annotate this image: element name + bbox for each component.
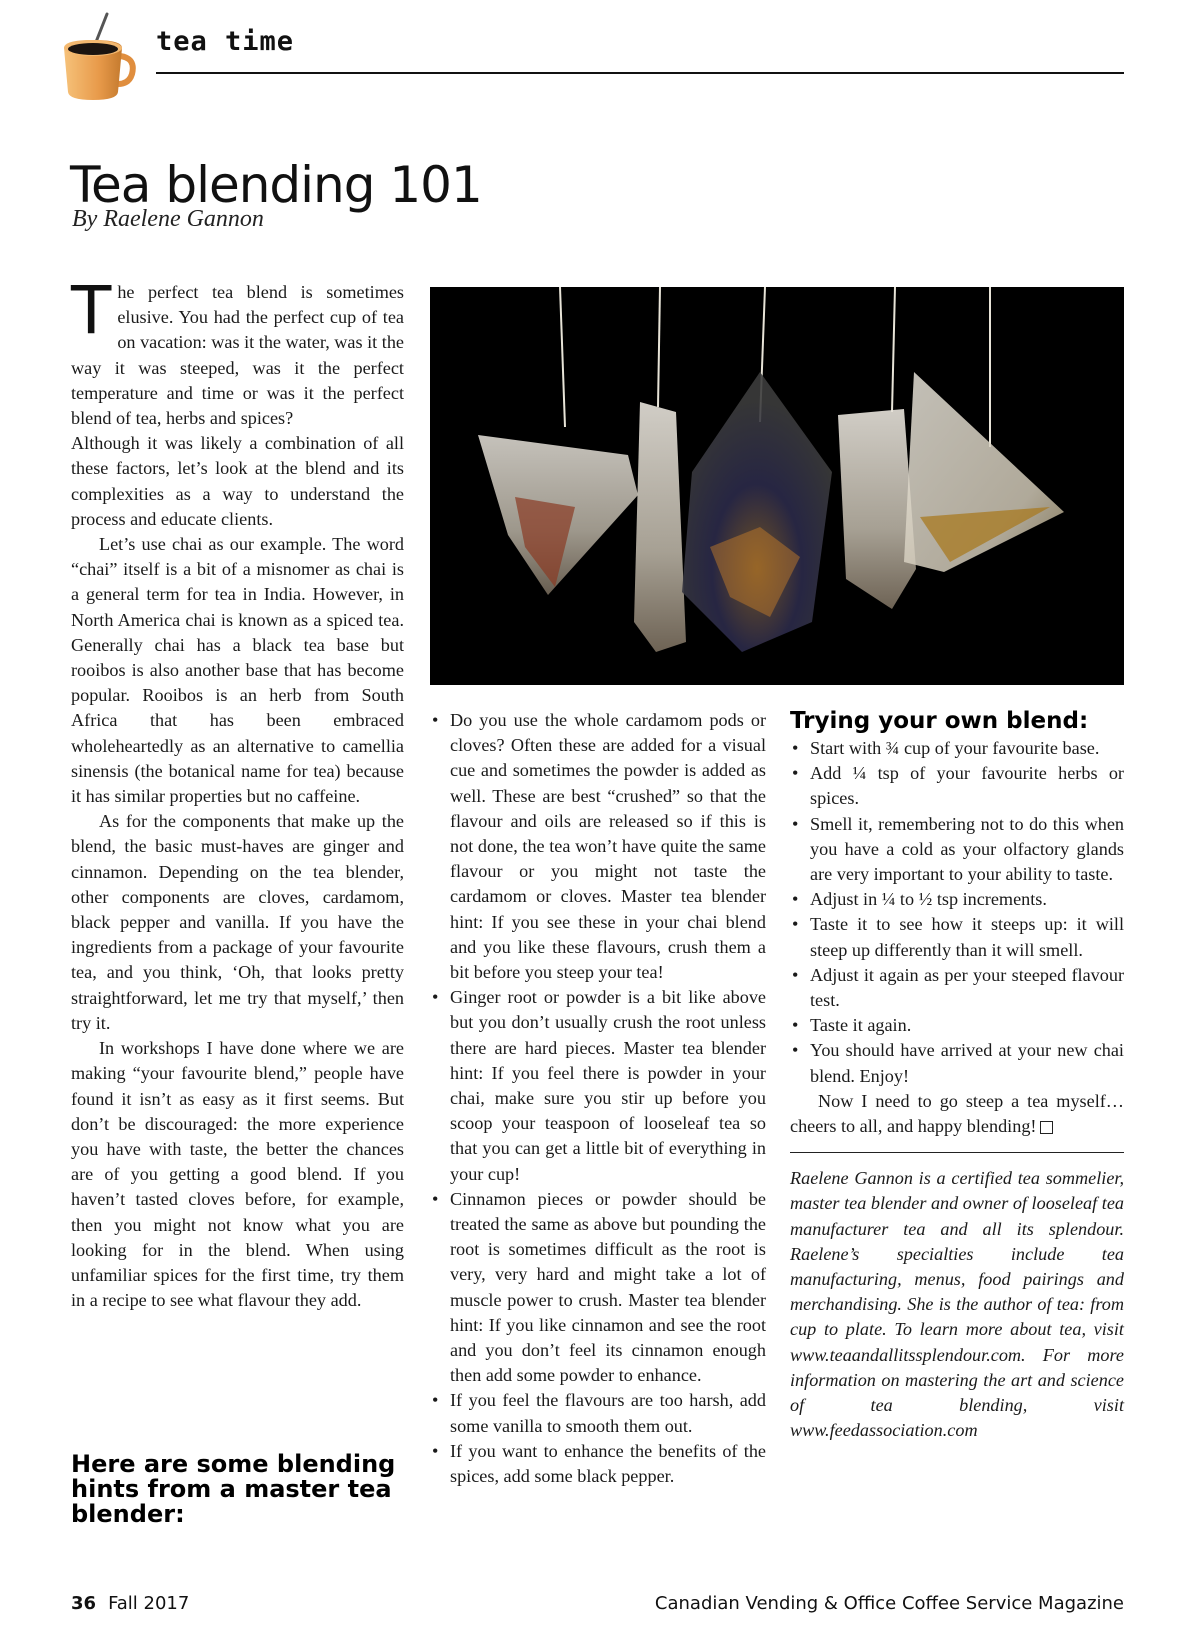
drop-cap: T bbox=[71, 272, 112, 349]
tea-bags-photo bbox=[430, 287, 1124, 685]
list-item: • If you feel the flavours are too harsh, add some vanilla to smooth them out. bbox=[430, 1388, 766, 1438]
section-label: tea time bbox=[156, 26, 295, 57]
list-item: • Smell it, remembering not to do this when you have a cold as your olfactory glands are very important to your ability to taste. bbox=[790, 812, 1124, 888]
list-item: • Ginger root or powder is a bit like above but you don’t usually crush the root unless there are hard pieces. Master tea blender hint: If you feel there is powder in your chai, make sure you stir up before you scoop your teaspoon of looseleaf tea so that you can get a little bit of everything in your cup! bbox=[430, 985, 766, 1187]
list-item: • Cinnamon pieces or powder should be treated the same as above but pounding the root is sometimes difficult as the root is very, very hard and might take a lot of muscle power to crush. Master tea blender hint: If you like cinnamon and see the root and you don’t feel its cinnamon enough then add some powder to enhance. bbox=[430, 1187, 766, 1389]
list-item: • Adjust in ¼ to ½ tsp increments. bbox=[790, 887, 1124, 912]
closing-line: Now I need to go steep a tea myself… cheers to all, and happy blending! bbox=[790, 1090, 1124, 1137]
hints-list bbox=[430, 708, 766, 1489]
issue-date: Fall 2017 bbox=[108, 1593, 190, 1614]
hints-heading: Here are some blending hints from a master tea blender: bbox=[71, 1450, 396, 1528]
byline: By Raelene Gannon bbox=[72, 206, 264, 232]
list-item: • Taste it again. bbox=[790, 1013, 1124, 1038]
list-item: • If you want to enhance the benefits of the spices, add some black pepper. bbox=[430, 1439, 766, 1489]
column-1 bbox=[71, 272, 404, 1313]
author-bio: Raelene Gannon is a certified tea sommelier, master tea blender and owner of looseleaf tea manufacturer tea and all its splendour. Raelene’s specialties include tea manufacturing, menus, food pairings and merchandising. She is the author of tea: from cup to plate. To learn more about tea, visit www.teaandallitssplendour.com. For more information on mastering the art and science of tea blending, visit www.feedassociation.com bbox=[790, 1168, 1124, 1441]
paragraph: In workshops I have done where we are making “your favourite blend,” people have found it isn’t as easy as it first seems. But don’t be discouraged: the more experience you have with taste, the better the chances are of you getting a good blend. If you haven’t tasted cloves before, for example, then you might not know what you are looking for in the blend. When using unfamiliar spices for the first time, try them in a recipe to see what flavour they add. bbox=[71, 1038, 404, 1311]
bio-rule bbox=[790, 1152, 1124, 1153]
list-item: • Add ¼ tsp of your favourite herbs or spices. bbox=[790, 761, 1124, 811]
column-3 bbox=[790, 708, 1124, 1443]
page-number: 36 bbox=[71, 1593, 97, 1614]
paragraph: As for the components that make up the blend, the basic must-haves are ginger and cinnamon. Depending on the tea blender, other components are cloves, cardamom, black pepper and vanilla. If you have the ingredients from a package of your favourite tea, and you think, ‘Oh, that looks pretty straightforward, let me try that myself,’ then try it. bbox=[71, 811, 404, 1033]
blend-steps-list bbox=[790, 736, 1124, 1089]
page-footer-left bbox=[71, 1593, 189, 1614]
paragraph: Although it was likely a combination of all these factors, let’s look at the blend and its complexities as a way to understand the process and educate clients. bbox=[71, 433, 404, 529]
paragraph: Let’s use chai as our example. The word “chai” itself is a bit of a misnomer as chai is a general term for tea in India. However, in North America chai is known as a spiced tea. Generally chai has a black tea base but rooibos is also another base that has become popular. Rooibos is an herb from South Africa that has been embraced wholeheartedly as an alternative to camellia sinensis (the botanical name for tea) because it has similar properties but no caffeine. bbox=[71, 534, 404, 807]
list-item: • Do you use the whole cardamom pods or cloves? Often these are added for a visual cue and sometimes the powder is added as well. These are best “crushed” so that the flavour and oils are released so if this is not done, the tea won’t have quite the same flavour or you might not taste the cardamom or cloves. Master tea blender hint: If you see these in your chai blend and you like these flavours, crush them a bit before you steep your tea! bbox=[430, 708, 766, 985]
article-title: Tea blending 101 bbox=[70, 155, 482, 214]
list-item: • Taste it to see how it steeps up: it will steep up differently than it will smell. bbox=[790, 912, 1124, 962]
list-item: • Adjust it again as per your steeped flavour test. bbox=[790, 963, 1124, 1013]
magazine-name: Canadian Vending & Office Coffee Service Magazine bbox=[654, 1593, 1124, 1614]
column-2 bbox=[430, 708, 766, 1489]
list-item: • You should have arrived at your new chai blend. Enjoy! bbox=[790, 1038, 1124, 1088]
paragraph: he perfect tea blend is sometimes elusive. You had the perfect cup of tea on vacation: was it the water, was it the way it was steeped, was it the perfect temperature and time or was it the perfect blend of tea, herbs and spices? bbox=[71, 282, 404, 429]
coffee-mug-icon bbox=[60, 12, 136, 102]
box-end-mark-icon bbox=[1040, 1121, 1053, 1134]
header-rule bbox=[156, 72, 1124, 74]
list-item: • Start with ¾ cup of your favourite base. bbox=[790, 736, 1124, 761]
blend-heading: Trying your own blend: bbox=[790, 708, 1089, 734]
